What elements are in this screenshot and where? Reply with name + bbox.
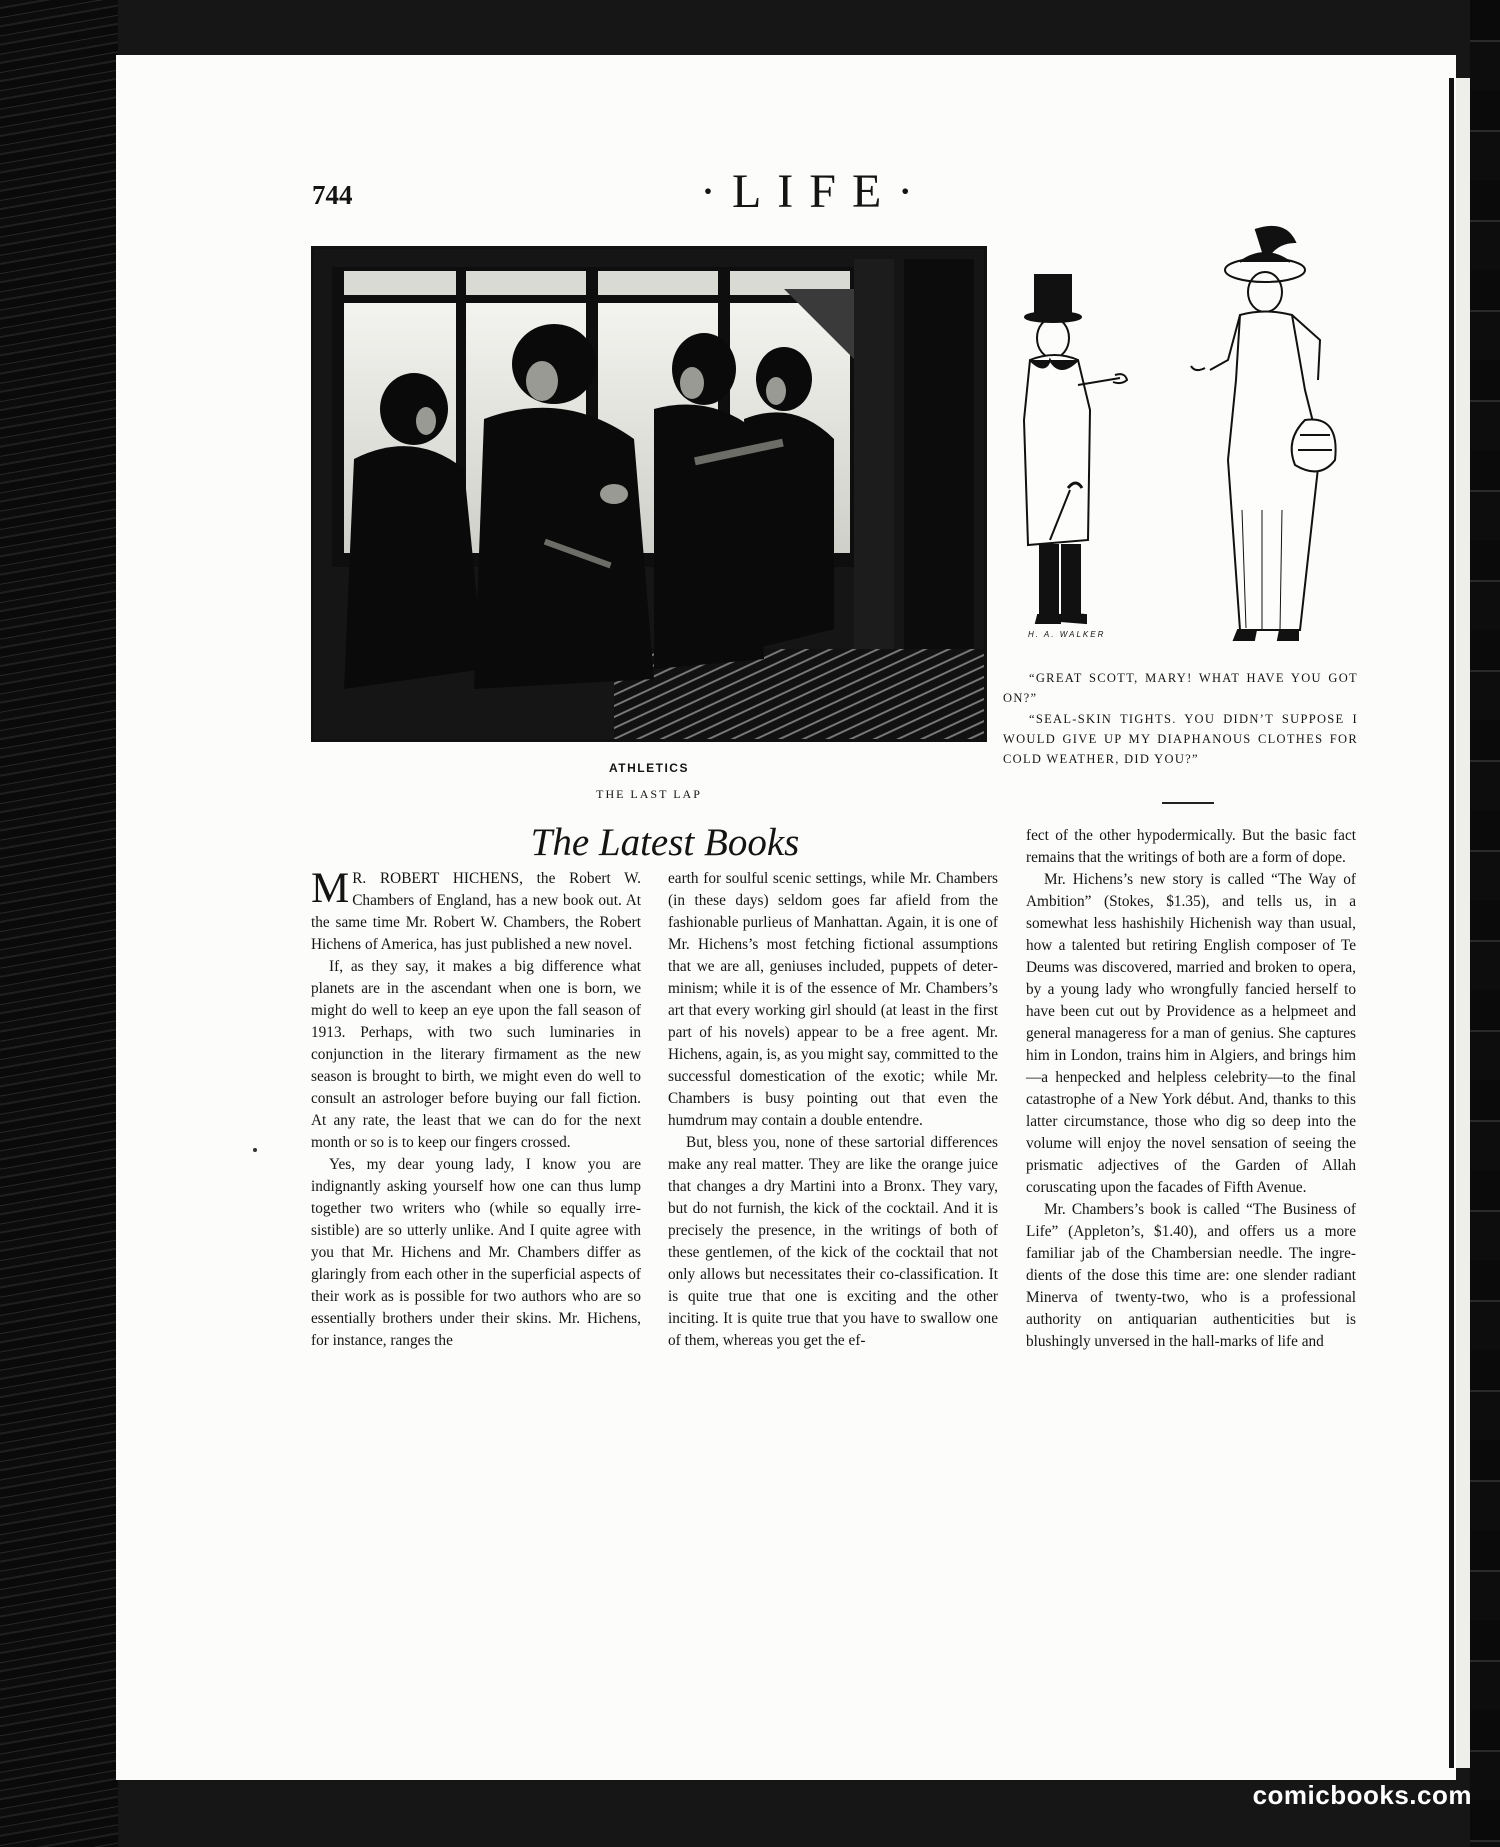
scan-speck xyxy=(253,1148,257,1152)
article-column-3 xyxy=(1026,825,1356,1353)
watermark-text: comicbooks.com xyxy=(1252,1780,1472,1810)
cartoon-drawing xyxy=(1000,210,1370,650)
article-paragraph: earth for soulful scenic settings, while Mr. Chambers (in these days) seldom goes far afield from the fashionable purlieus of Manhattan. Again, it is one of Mr. Hichens’s most fetching fictional assumptions that we are all, geniuses included, puppets of determinism; while it is of the essence of Mr. Chambers’s art that every working girl should (at least in the first part of his novels) appear to be a free agent. Mr. Hichens, again, is, as you might say, committed to the successful domestication of the exotic; while Mr. Chambers is busy pointing out that even the humdrum may contain a double entendre. xyxy=(668,870,998,1129)
article-paragraph: If, as they say, it makes a big difference what planets are in the ascendant when one is born, we might do well to keep an eye upon the fall season of 1913. Perhaps, with two such luminaries in conjunction in the literary firmament as the new season is brought to birth, we might even do well to consult an astrologer before buying our fall fiction. At any rate, the least that we can do for the next month or so is to keep our fingers crossed. xyxy=(311,958,641,1151)
athletics-illustration xyxy=(311,246,987,742)
article-paragraph: fect of the other hypodermically. But the basic fact remains that the writings of both are a form of dope. xyxy=(1026,827,1356,866)
scan-edge-right xyxy=(1470,0,1500,1847)
article-column-1 xyxy=(311,865,641,1352)
article-title: The Latest Books xyxy=(530,821,800,864)
article-paragraph: Mr. Hichens’s new story is called “The Way of Ambition” (Stokes, $1.35), and tells us, in a somewhat less hashishily Hichenish way than usual, how a talented but retiring English composer of Te Deums was discovered, married and broken to opera, by a young lady who wrongfully fancied herself to have been cut out by Providence as a helpmeet and general manageress for a man of genius. She captures him in London, trains him in Algiers, and brings him—a henpecked and helpless celebrity—to the final catastrophe of a New York début. And, thanks to this latter circumstance, those who dig so deep into the volume will enjoy the novel sensation of seeing the prismatic adjectives of the Garden of Allah coruscating upon the facades of Fifth Avenue. xyxy=(1026,871,1356,1196)
drop-cap: M xyxy=(311,865,350,912)
scan-edge-left xyxy=(0,0,118,1847)
article-paragraph: Yes, my dear young lady, I know you are indignantly asking yourself how one can thus lump together two writers who (while so equally irresistible) are so utterly unlike. And I quite agree with you that Mr. Hichens and Mr. Chambers differ as glaringly from each other in the superficial aspects of their work as is possible for two authors who are so essentially brothers under their skins. Mr. Hichens, for instance, ranges the xyxy=(311,1156,641,1349)
woman-figure xyxy=(1191,227,1336,640)
masthead: ·LIFE· xyxy=(700,165,930,218)
illustration-caption-title: ATHLETICS xyxy=(609,761,689,775)
article-paragraph: Mr. Chambers’s book is called “The Business of Life” (Appleton’s, $1.40), and offers us a more familiar jab of the Chambersian needle. The ingredients of the dose this time are: one slender radiant Minerva of twenty-two, who is a professional authority on antiquarian authenticities but is blushingly unversed in the hall-marks of life and xyxy=(1026,1201,1356,1350)
page-number: 744 xyxy=(312,180,353,210)
section-divider xyxy=(1162,802,1214,804)
cartoon-dialog-line-1: “GREAT SCOTT, MARY! WHAT HAVE YOU GOT ON?” xyxy=(1003,671,1358,705)
facing-page-strip xyxy=(1456,78,1470,1768)
paragraph-text: R. ROBERT HICHENS, the Robert W. Chambers of England, has a new book out. At the same time Mr. Robert W. Chambers, the Robert Hichens of America, has just published a new novel. xyxy=(311,870,641,953)
cartoon-dialog-line-2: “SEAL-SKIN TIGHTS. YOU DIDN’T SUPPOSE I WOULD GIVE UP MY DIAPHANOUS CLOTHES FOR COLD WEATHER, DID YOU?” xyxy=(1003,712,1358,766)
illustration-caption-subtitle: THE LAST LAP xyxy=(596,787,702,801)
article-paragraph: But, bless you, none of these sartorial differences make any real matter. They are like the orange juice that changes a dry Martini into a Bronx. They vary, but do not furnish, the kick of the cocktail. And it is precisely the presence, in the writings of both of these gentlemen, of the kick of the cocktail that not only allows but necessitates their co-classification. It is quite true that one is exciting and the other inciting. It is quite true that you have to swallow one of them, whereas you get the ef- xyxy=(668,1134,998,1349)
article-column-2 xyxy=(668,868,998,1352)
article-paragraph xyxy=(311,865,641,956)
cartoon-signature: H. A. WALKER xyxy=(1028,630,1106,639)
man-figure xyxy=(1024,275,1127,623)
facing-page-edge xyxy=(1449,78,1454,1768)
